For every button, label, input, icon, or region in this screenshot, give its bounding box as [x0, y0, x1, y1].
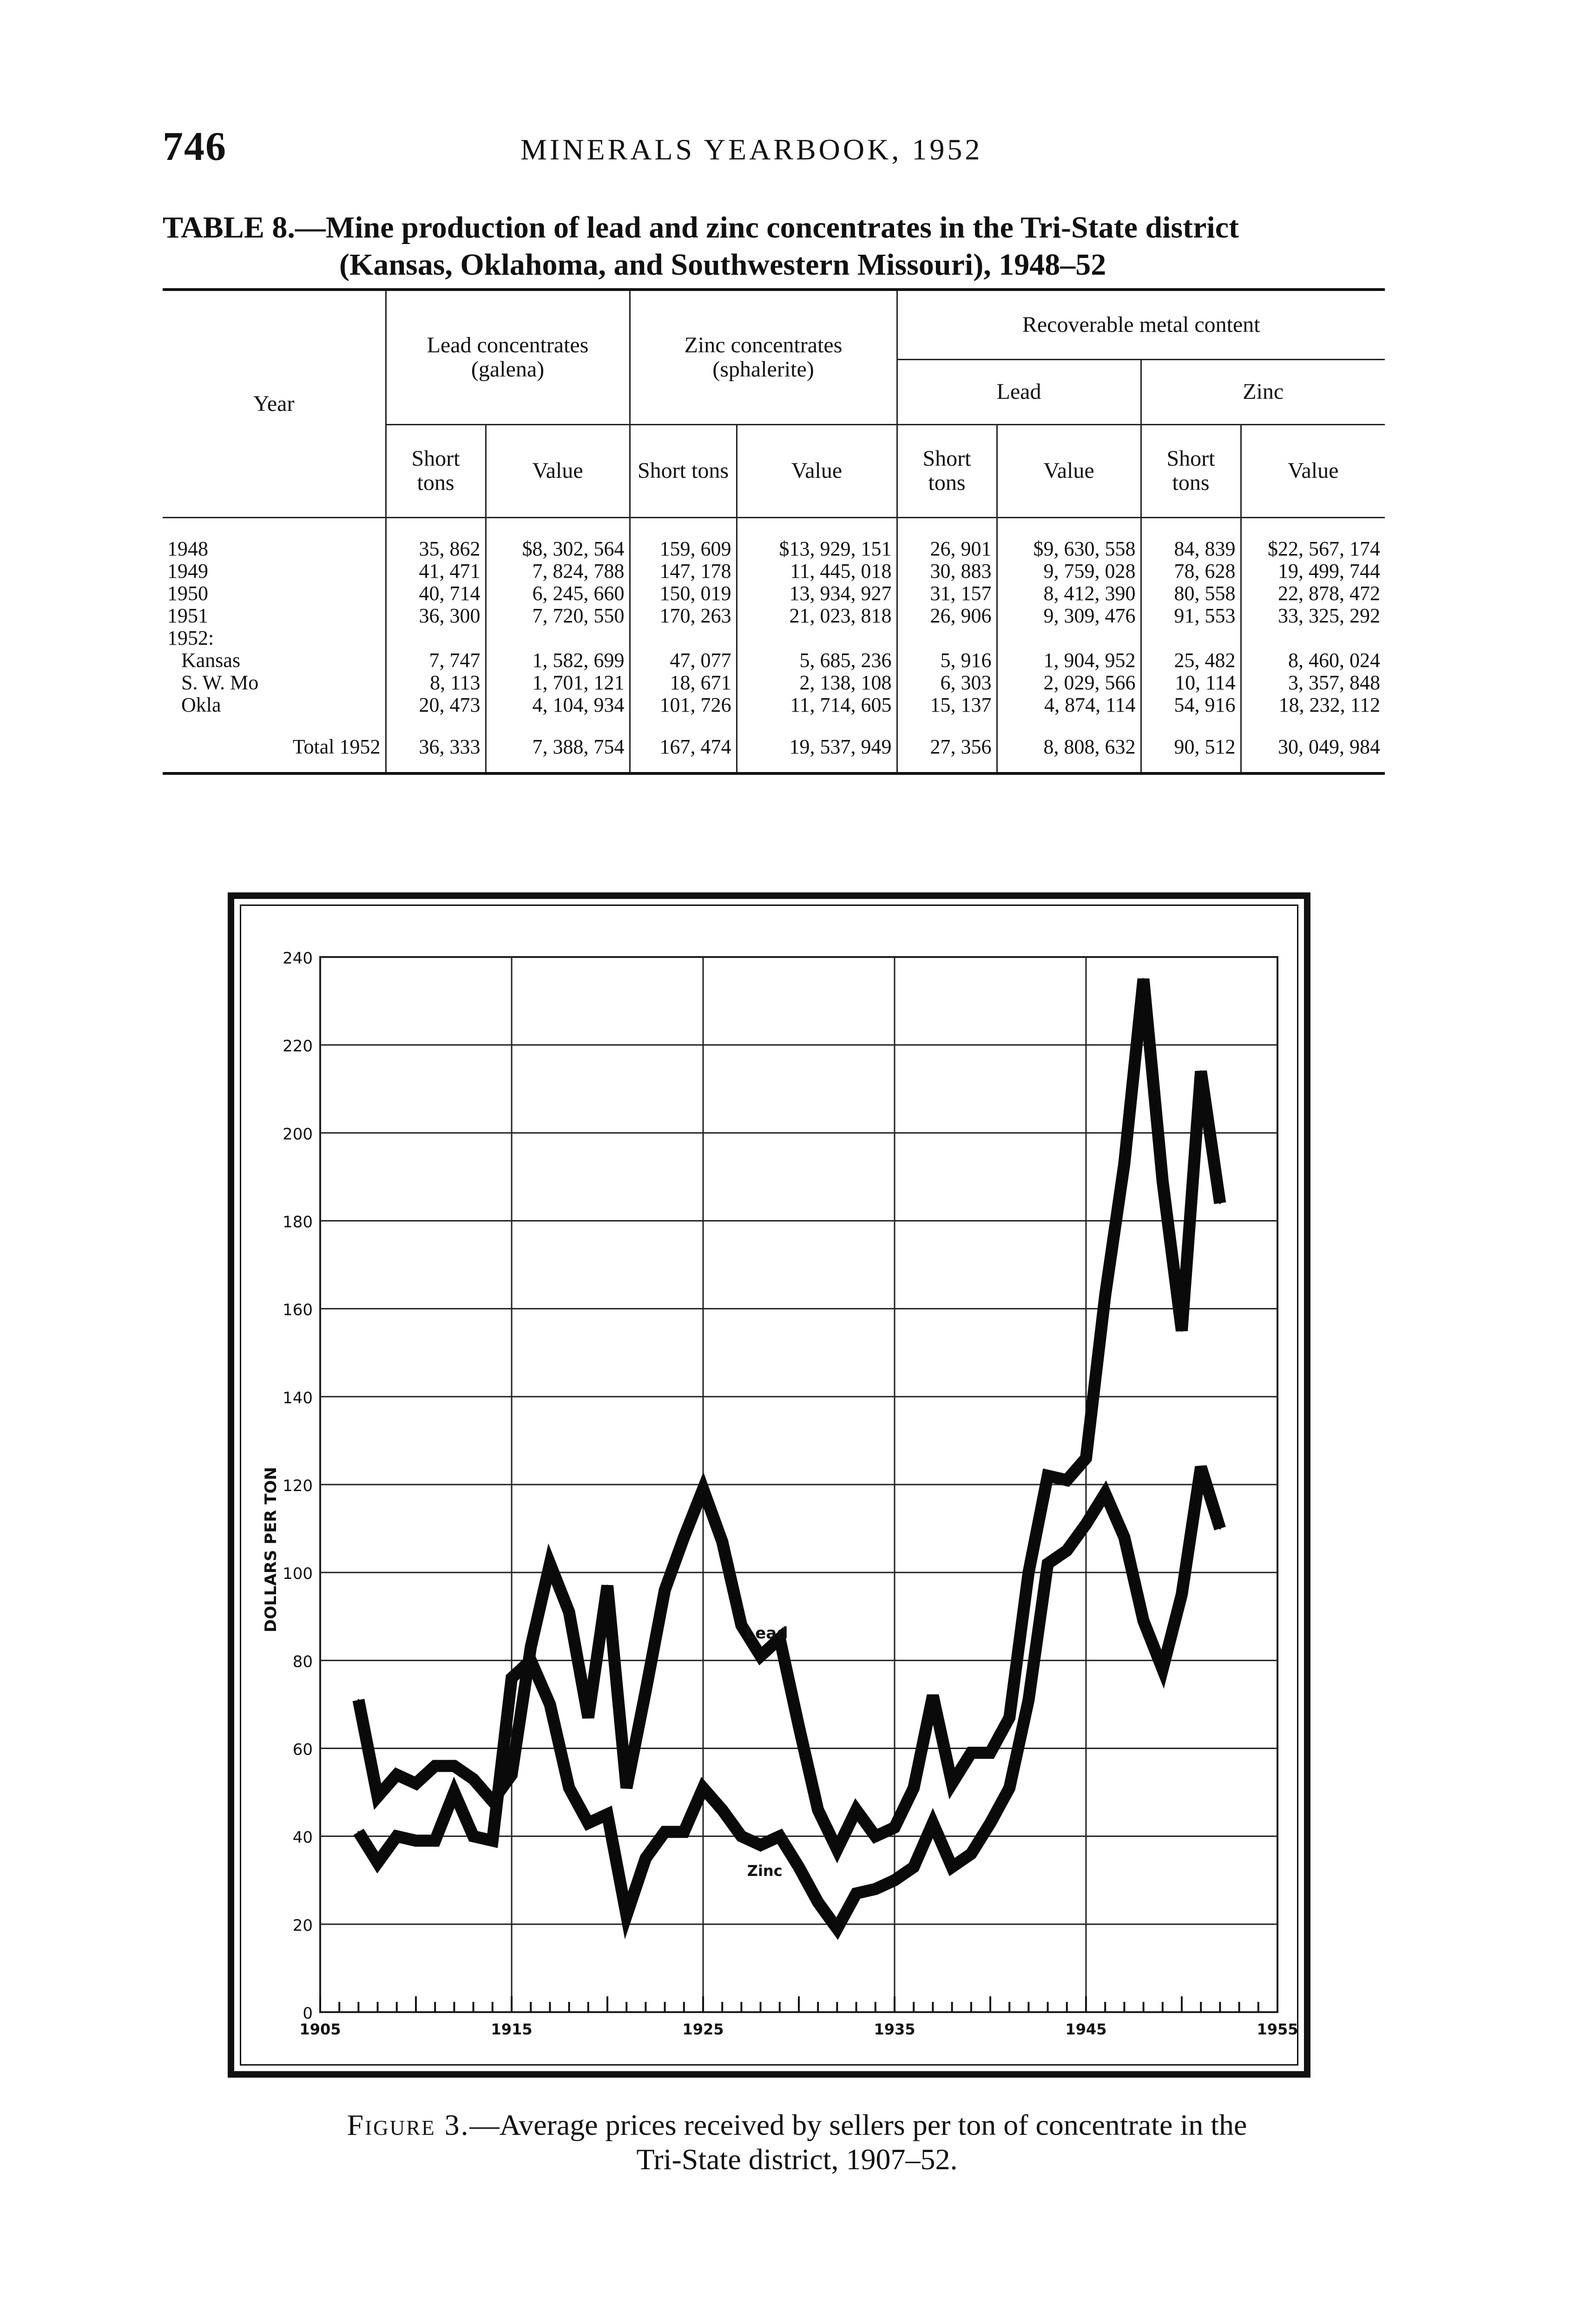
- row-label: 1950: [167, 581, 208, 605]
- table-cell: 19, 537, 949: [737, 716, 897, 773]
- data-point-zinc: [492, 1840, 494, 1842]
- x-tick-label: 1935: [874, 2020, 915, 2038]
- table-cell: [486, 627, 630, 649]
- data-point-lead: [875, 1835, 876, 1837]
- data-point-lead: [415, 1783, 417, 1784]
- table-cell: 7, 720, 550: [486, 605, 630, 627]
- row-label: Total 1952: [163, 716, 386, 773]
- data-point-lead: [568, 1611, 570, 1613]
- page-number: 746: [163, 124, 227, 169]
- table-cell: 150, 019: [630, 582, 737, 605]
- table-cell: 6, 303: [897, 672, 997, 694]
- data-point-zinc: [1047, 1563, 1049, 1565]
- table-cell: 90, 512: [1141, 716, 1241, 773]
- table-cell: 47, 077: [630, 649, 737, 672]
- data-point-lead: [856, 1809, 857, 1811]
- data-point-lead: [798, 1725, 800, 1727]
- x-tick-label: 1945: [1065, 2020, 1107, 2038]
- table-cell: 8, 412, 390: [997, 582, 1141, 605]
- data-point-lead: [396, 1774, 398, 1776]
- header-short-tons: Short tons: [1141, 424, 1241, 517]
- data-point-zinc: [1200, 1466, 1202, 1468]
- data-point-lead: [625, 1787, 627, 1789]
- data-point-lead: [951, 1783, 953, 1784]
- data-point-lead: [664, 1589, 666, 1591]
- data-point-lead: [817, 1809, 819, 1811]
- zinc-series-label: Zinc: [747, 1862, 783, 1880]
- data-point-lead: [473, 1778, 474, 1780]
- lead-series-label: Lead: [745, 1624, 788, 1643]
- table-cell: [1141, 627, 1241, 649]
- table-cell: 35, 862: [386, 517, 486, 560]
- caption-line2: Tri-State district, 1907–52.: [636, 2143, 958, 2176]
- header-short-tons: Short tons: [630, 424, 737, 517]
- x-tick-label: 1905: [299, 2020, 341, 2038]
- table-cell: 2, 029, 566: [997, 672, 1141, 694]
- data-point-zinc: [377, 1862, 379, 1863]
- table-cell: 91, 553: [1141, 605, 1241, 627]
- data-point-zinc: [453, 1791, 455, 1793]
- data-point-zinc: [1085, 1523, 1087, 1525]
- y-tick-label: 40: [292, 1828, 313, 1847]
- table-cell: 27, 356: [897, 716, 997, 773]
- table-cell: 2, 138, 108: [737, 672, 897, 694]
- table-cell: 7, 747: [386, 649, 486, 672]
- data-point-lead: [913, 1787, 915, 1789]
- y-tick-label: 0: [303, 2004, 313, 2023]
- data-point-zinc: [1008, 1787, 1010, 1789]
- data-point-lead: [606, 1585, 608, 1587]
- data-point-zinc: [1162, 1668, 1164, 1670]
- y-tick-label: 60: [292, 1740, 313, 1759]
- row-label: 1948: [167, 537, 208, 560]
- data-point-zinc: [760, 1844, 762, 1846]
- table-cell: 8, 808, 632: [997, 716, 1141, 773]
- row-label: S. W. Mo: [181, 671, 259, 694]
- table-row: [163, 716, 1385, 773]
- header-lead-concentrates: Lead concentrates (galena): [386, 290, 630, 424]
- row-label: Kansas: [181, 648, 241, 672]
- table-cell: 11, 445, 018: [737, 560, 897, 582]
- data-point-lead: [1123, 1163, 1125, 1165]
- table-cell: $22, 567, 174: [1241, 517, 1385, 560]
- table-cell: 9, 759, 028: [997, 560, 1141, 582]
- table-cell: 36, 333: [386, 716, 486, 773]
- header-short-tons: Short tons: [386, 424, 486, 517]
- data-point-lead: [549, 1563, 551, 1565]
- table-cell: 26, 901: [897, 517, 997, 560]
- table-cell: 170, 263: [630, 605, 737, 627]
- data-point-zinc: [549, 1703, 551, 1705]
- table-row: [163, 649, 1385, 672]
- data-point-zinc: [817, 1901, 819, 1903]
- data-point-lead: [1181, 1330, 1183, 1332]
- data-point-lead: [932, 1695, 934, 1697]
- data-point-lead: [1085, 1457, 1087, 1459]
- figure-caption: [186, 2108, 1408, 2177]
- table-cell: 11, 714, 605: [737, 694, 897, 716]
- production-table: [163, 288, 1385, 775]
- table-cell: 41, 471: [386, 560, 486, 582]
- data-point-zinc: [625, 1915, 627, 1916]
- row-label: 1951: [167, 604, 208, 627]
- data-point-lead: [1219, 1202, 1221, 1204]
- data-point-lead: [1200, 1070, 1202, 1072]
- table-title-line1: TABLE 8.—Mine production of lead and zinc concentrates in the Tri-State district: [163, 211, 1239, 244]
- header-zinc-concentrates: Zinc concentrates (sphalerite): [630, 290, 897, 424]
- table-cell: $8, 302, 564: [486, 517, 630, 560]
- x-tick-label: 1915: [491, 2020, 533, 2038]
- row-label: 1949: [167, 559, 208, 582]
- y-tick-label: 140: [283, 1388, 313, 1407]
- table-cell: 7, 388, 754: [486, 716, 630, 773]
- price-chart: [241, 906, 1305, 2073]
- x-tick-label: 1955: [1257, 2020, 1298, 2038]
- table-cell: 30, 049, 984: [1241, 716, 1385, 773]
- data-point-lead: [1104, 1294, 1106, 1296]
- table-cell: 15, 137: [897, 694, 997, 716]
- y-tick-label: 120: [283, 1477, 313, 1495]
- row-label: 1952:: [167, 626, 214, 649]
- data-point-lead: [1008, 1717, 1010, 1718]
- table-cell: [1241, 627, 1385, 649]
- table-cell: 7, 824, 788: [486, 560, 630, 582]
- y-tick-label: 240: [283, 949, 313, 968]
- data-point-lead: [1066, 1479, 1068, 1481]
- table-row: [163, 517, 1385, 560]
- data-point-lead: [1027, 1571, 1029, 1573]
- y-tick-label: 20: [292, 1916, 313, 1935]
- table-cell: 20, 473: [386, 694, 486, 716]
- header-value: Value: [486, 424, 630, 517]
- data-point-zinc: [396, 1835, 398, 1837]
- data-point-lead: [721, 1541, 723, 1543]
- data-point-zinc: [683, 1831, 685, 1833]
- table-cell: [997, 627, 1141, 649]
- data-point-zinc: [913, 1866, 915, 1868]
- header-year: Year: [163, 290, 386, 517]
- table-cell: 78, 628: [1141, 560, 1241, 582]
- y-tick-label: 160: [283, 1301, 313, 1320]
- y-axis-label: DOLLARS PER TON: [262, 1467, 280, 1632]
- header-value: Value: [737, 424, 897, 517]
- table-cell: 8, 113: [386, 672, 486, 694]
- table-row: [163, 627, 1385, 649]
- table-cell: 84, 839: [1141, 517, 1241, 560]
- table-row: [163, 560, 1385, 582]
- table-cell: 6, 245, 660: [486, 582, 630, 605]
- data-point-zinc: [1143, 1620, 1145, 1622]
- data-point-lead: [1162, 1180, 1164, 1182]
- data-point-lead: [377, 1796, 379, 1798]
- data-point-lead: [740, 1624, 742, 1626]
- y-tick-label: 180: [283, 1213, 313, 1232]
- data-point-zinc: [606, 1813, 608, 1815]
- data-point-lead: [453, 1765, 455, 1767]
- table-cell: 40, 714: [386, 582, 486, 605]
- data-point-zinc: [473, 1835, 474, 1837]
- data-point-zinc: [1066, 1550, 1068, 1552]
- data-point-lead: [894, 1827, 895, 1829]
- data-point-zinc: [1027, 1699, 1029, 1701]
- table-cell: 147, 178: [630, 560, 737, 582]
- table-cell: 10, 114: [1141, 672, 1241, 694]
- data-point-lead: [645, 1690, 646, 1692]
- header-value: Value: [997, 424, 1141, 517]
- data-point-lead: [587, 1717, 589, 1718]
- production-table-wrapper: [163, 288, 1385, 775]
- data-point-lead: [511, 1774, 513, 1776]
- data-point-zinc: [951, 1866, 953, 1868]
- figure-label: Figure 3.: [347, 2108, 470, 2141]
- data-point-lead: [989, 1752, 991, 1754]
- data-point-zinc: [511, 1677, 513, 1679]
- table-cell: 5, 916: [897, 649, 997, 672]
- data-point-lead: [970, 1752, 972, 1754]
- header-value: Value: [1241, 424, 1385, 517]
- data-point-lead: [1047, 1475, 1049, 1477]
- table-cell: [630, 627, 737, 649]
- table-cell: 101, 726: [630, 694, 737, 716]
- table-cell: 18, 232, 112: [1241, 694, 1385, 716]
- table-row: [163, 582, 1385, 605]
- data-point-zinc: [664, 1831, 666, 1833]
- table-cell: 36, 300: [386, 605, 486, 627]
- header-recoverable: Recoverable metal content: [897, 290, 1385, 359]
- table-cell: 31, 157: [897, 582, 997, 605]
- table-row: [163, 672, 1385, 694]
- data-point-zinc: [530, 1659, 532, 1661]
- data-point-zinc: [357, 1831, 359, 1833]
- data-point-zinc: [875, 1888, 876, 1890]
- data-point-zinc: [434, 1840, 436, 1842]
- table-cell: 19, 499, 744: [1241, 560, 1385, 582]
- data-point-zinc: [1104, 1492, 1106, 1494]
- table-row: [163, 605, 1385, 627]
- table-cell: 1, 701, 121: [486, 672, 630, 694]
- data-point-zinc: [1219, 1528, 1221, 1530]
- header-short-tons: Short tons: [897, 424, 997, 517]
- table-cell: $13, 929, 151: [737, 517, 897, 560]
- data-point-lead: [702, 1488, 704, 1490]
- table-cell: 25, 482: [1141, 649, 1241, 672]
- table-cell: 21, 023, 818: [737, 605, 897, 627]
- data-point-zinc: [740, 1835, 742, 1837]
- data-point-lead: [357, 1699, 359, 1701]
- data-point-lead: [760, 1655, 762, 1657]
- table-cell: 167, 474: [630, 716, 737, 773]
- table-cell: 5, 685, 236: [737, 649, 897, 672]
- table-cell: 30, 883: [897, 560, 997, 582]
- data-point-zinc: [568, 1787, 570, 1789]
- running-head: MINERALS YEARBOOK, 1952: [520, 133, 983, 166]
- table-cell: 3, 357, 848: [1241, 672, 1385, 694]
- data-point-lead: [683, 1537, 685, 1538]
- table-cell: 4, 874, 114: [997, 694, 1141, 716]
- header-lead: Lead: [897, 359, 1141, 424]
- series-line-lead: [358, 979, 1220, 1849]
- table-cell: 54, 916: [1141, 694, 1241, 716]
- data-point-zinc: [1123, 1537, 1125, 1538]
- table-cell: 26, 906: [897, 605, 997, 627]
- table-cell: 9, 309, 476: [997, 605, 1141, 627]
- table-cell: 33, 325, 292: [1241, 605, 1385, 627]
- table-cell: [386, 627, 486, 649]
- data-point-zinc: [856, 1893, 857, 1895]
- y-tick-label: 200: [283, 1125, 313, 1144]
- table-cell: 80, 558: [1141, 582, 1241, 605]
- data-point-zinc: [1181, 1593, 1183, 1595]
- table-cell: 8, 460, 024: [1241, 649, 1385, 672]
- table-cell: 1, 904, 952: [997, 649, 1141, 672]
- data-point-zinc: [587, 1822, 589, 1824]
- data-point-lead: [530, 1646, 532, 1648]
- table-cell: 22, 878, 472: [1241, 582, 1385, 605]
- data-point-zinc: [970, 1853, 972, 1855]
- data-point-lead: [836, 1849, 838, 1850]
- table-cell: 159, 609: [630, 517, 737, 560]
- data-point-lead: [434, 1765, 436, 1767]
- data-point-zinc: [798, 1866, 800, 1868]
- table-cell: 4, 104, 934: [486, 694, 630, 716]
- table-row: [163, 694, 1385, 716]
- chart-frame: [228, 892, 1310, 2078]
- table-cell: [897, 627, 997, 649]
- table-cell: 1, 582, 699: [486, 649, 630, 672]
- table-body: [163, 517, 1385, 773]
- data-point-zinc: [702, 1787, 704, 1789]
- y-tick-label: 100: [283, 1565, 313, 1584]
- data-point-zinc: [894, 1879, 895, 1881]
- row-label: Okla: [181, 693, 221, 716]
- x-tick-label: 1925: [682, 2020, 724, 2038]
- data-point-zinc: [836, 1928, 838, 1929]
- table-title: [163, 209, 1385, 284]
- data-point-lead: [1143, 978, 1145, 980]
- table-cell: [737, 627, 897, 649]
- data-point-zinc: [932, 1822, 934, 1824]
- table-cell: 13, 934, 927: [737, 582, 897, 605]
- data-point-zinc: [645, 1857, 646, 1859]
- y-tick-label: 80: [292, 1652, 313, 1671]
- chart-inner-border: [240, 905, 1298, 2066]
- caption-text: —Average prices received by sellers per ton of concentrate in the: [469, 2108, 1247, 2141]
- data-point-zinc: [989, 1822, 991, 1824]
- data-point-zinc: [415, 1840, 417, 1842]
- data-point-zinc: [779, 1835, 781, 1837]
- y-tick-label: 220: [283, 1037, 313, 1056]
- data-point-zinc: [721, 1809, 723, 1811]
- header-zinc: Zinc: [1141, 359, 1385, 424]
- table-cell: $9, 630, 558: [997, 517, 1141, 560]
- table-cell: 18, 671: [630, 672, 737, 694]
- table-title-line2: (Kansas, Oklahoma, and Southwestern Missouri), 1948–52: [339, 248, 1106, 282]
